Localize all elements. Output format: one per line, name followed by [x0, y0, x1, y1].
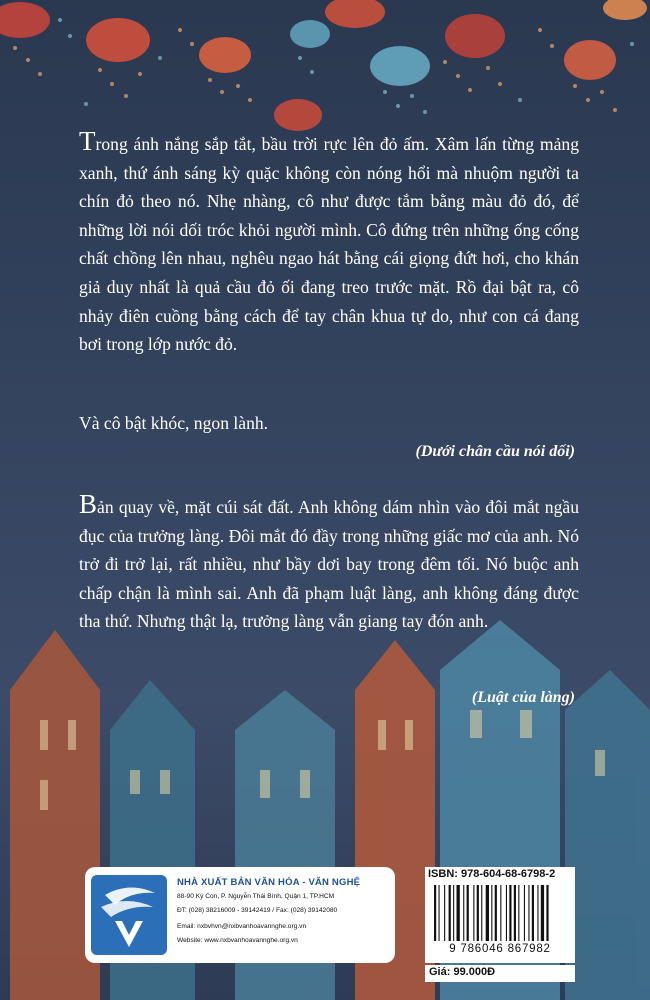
barcode-bar	[518, 885, 519, 941]
price-label: Giá: 99.000Đ	[429, 966, 496, 978]
barcode-bar	[506, 885, 507, 941]
publisher-phone: ĐT: (028) 38216009 - 39142419 / Fax: (028) 39142080	[177, 907, 338, 914]
isbn-number: ISBN: 978-604-68-6798-2	[428, 868, 556, 880]
barcode-bar	[500, 885, 501, 941]
dropcap-2: B	[79, 489, 98, 519]
barcode-bar	[546, 885, 548, 941]
barcode-bar	[532, 885, 534, 941]
isbn-barcode-box	[425, 867, 575, 963]
barcode-bar	[473, 885, 474, 941]
excerpt-passage-2	[79, 490, 579, 636]
publisher-website: Website: www.nxbvanhoavannghe.org.vn	[177, 937, 298, 944]
excerpt-passage-1	[79, 127, 579, 359]
story-attribution-1: (Dưới chân cầu nói dối)	[415, 443, 575, 460]
barcode-bar	[477, 885, 479, 941]
barcode-bar	[457, 885, 460, 941]
barcode-bar	[541, 885, 544, 941]
barcode-bar	[449, 885, 451, 941]
publisher-address: 88-90 Ký Con, P. Nguyễn Thái Bình, Quận 1, TP.HCM	[177, 893, 335, 900]
publisher-info-box	[85, 867, 395, 963]
barcode-bar	[467, 885, 469, 941]
barcode-digits: 9 786046 867982	[449, 943, 551, 955]
barcode-bar	[463, 885, 464, 941]
barcode-bar	[509, 885, 511, 941]
publisher-logo-icon	[91, 875, 167, 955]
barcode-bar	[537, 885, 538, 941]
publisher-name: NHÀ XUẤT BẢN VĂN HÓA - VĂN NGHỆ	[177, 877, 361, 888]
publisher-email: Email: nxbvhvn@nxbvanhoavannghe.org.vn	[177, 923, 307, 930]
barcode-bar	[528, 885, 529, 941]
price-box	[425, 965, 575, 982]
dropcap-1: T	[79, 126, 96, 156]
excerpt-text-2: ản quay về, mặt cúi sát đất. Anh không dám nhìn vào đôi mắt ngầu đục của trưởng làng. Đôi mắt đó đầy trong những giấc mơ của anh. Nó trở đi trở lại, rất nhiều, như bầy dơi bay trong đêm tối. Nó buộc anh chấp chận là mình sai. Anh đã phạm luật làng, anh không đáng được tha thứ. Nhưng thật lạ, trưởng làng vẫn giang tay đón anh.	[79, 497, 579, 632]
barcode-bar	[491, 885, 492, 941]
barcode-bar	[444, 885, 445, 941]
barcode-bar	[524, 885, 525, 941]
barcode-graphic	[430, 883, 570, 943]
story-attribution-2: (Luật của làng)	[471, 689, 575, 706]
barcode-bar	[434, 885, 436, 941]
excerpt-last-line-1: Và cô bật khóc, ngon lành.	[79, 413, 269, 433]
excerpt-text-1: rong ánh nắng sắp tắt, bầu trời rực lên đỏ ấm. Xâm lấn từng mảng xanh, thứ ánh sáng kỳ quặc không còn nóng hổi mà nhuộm người ta chín đỏ theo nó. Nhẹ nhàng, cô như được tắm bằng màu đỏ đó, để những lời nói dối tróc khỏi người mình. Cô đứng trên những ống cống chất chồng lên nhau, nghêu ngao hát bằng cái giọng đứt hơi, cho khán giả duy nhất là quả cầu đỏ ối đang treo trước mặt. Rồ đại bật ra, cô nhảy điên cuồng bằng cách để tay chân khua tự do, như con cá đang bơi trong lớp nước đỏ.	[79, 134, 579, 355]
barcode-bar	[514, 885, 516, 941]
barcode-bar	[486, 885, 489, 941]
barcode-bar	[495, 885, 497, 941]
barcode-bar	[453, 885, 454, 941]
barcode-bar	[439, 885, 440, 941]
barcode-bar	[481, 885, 482, 941]
